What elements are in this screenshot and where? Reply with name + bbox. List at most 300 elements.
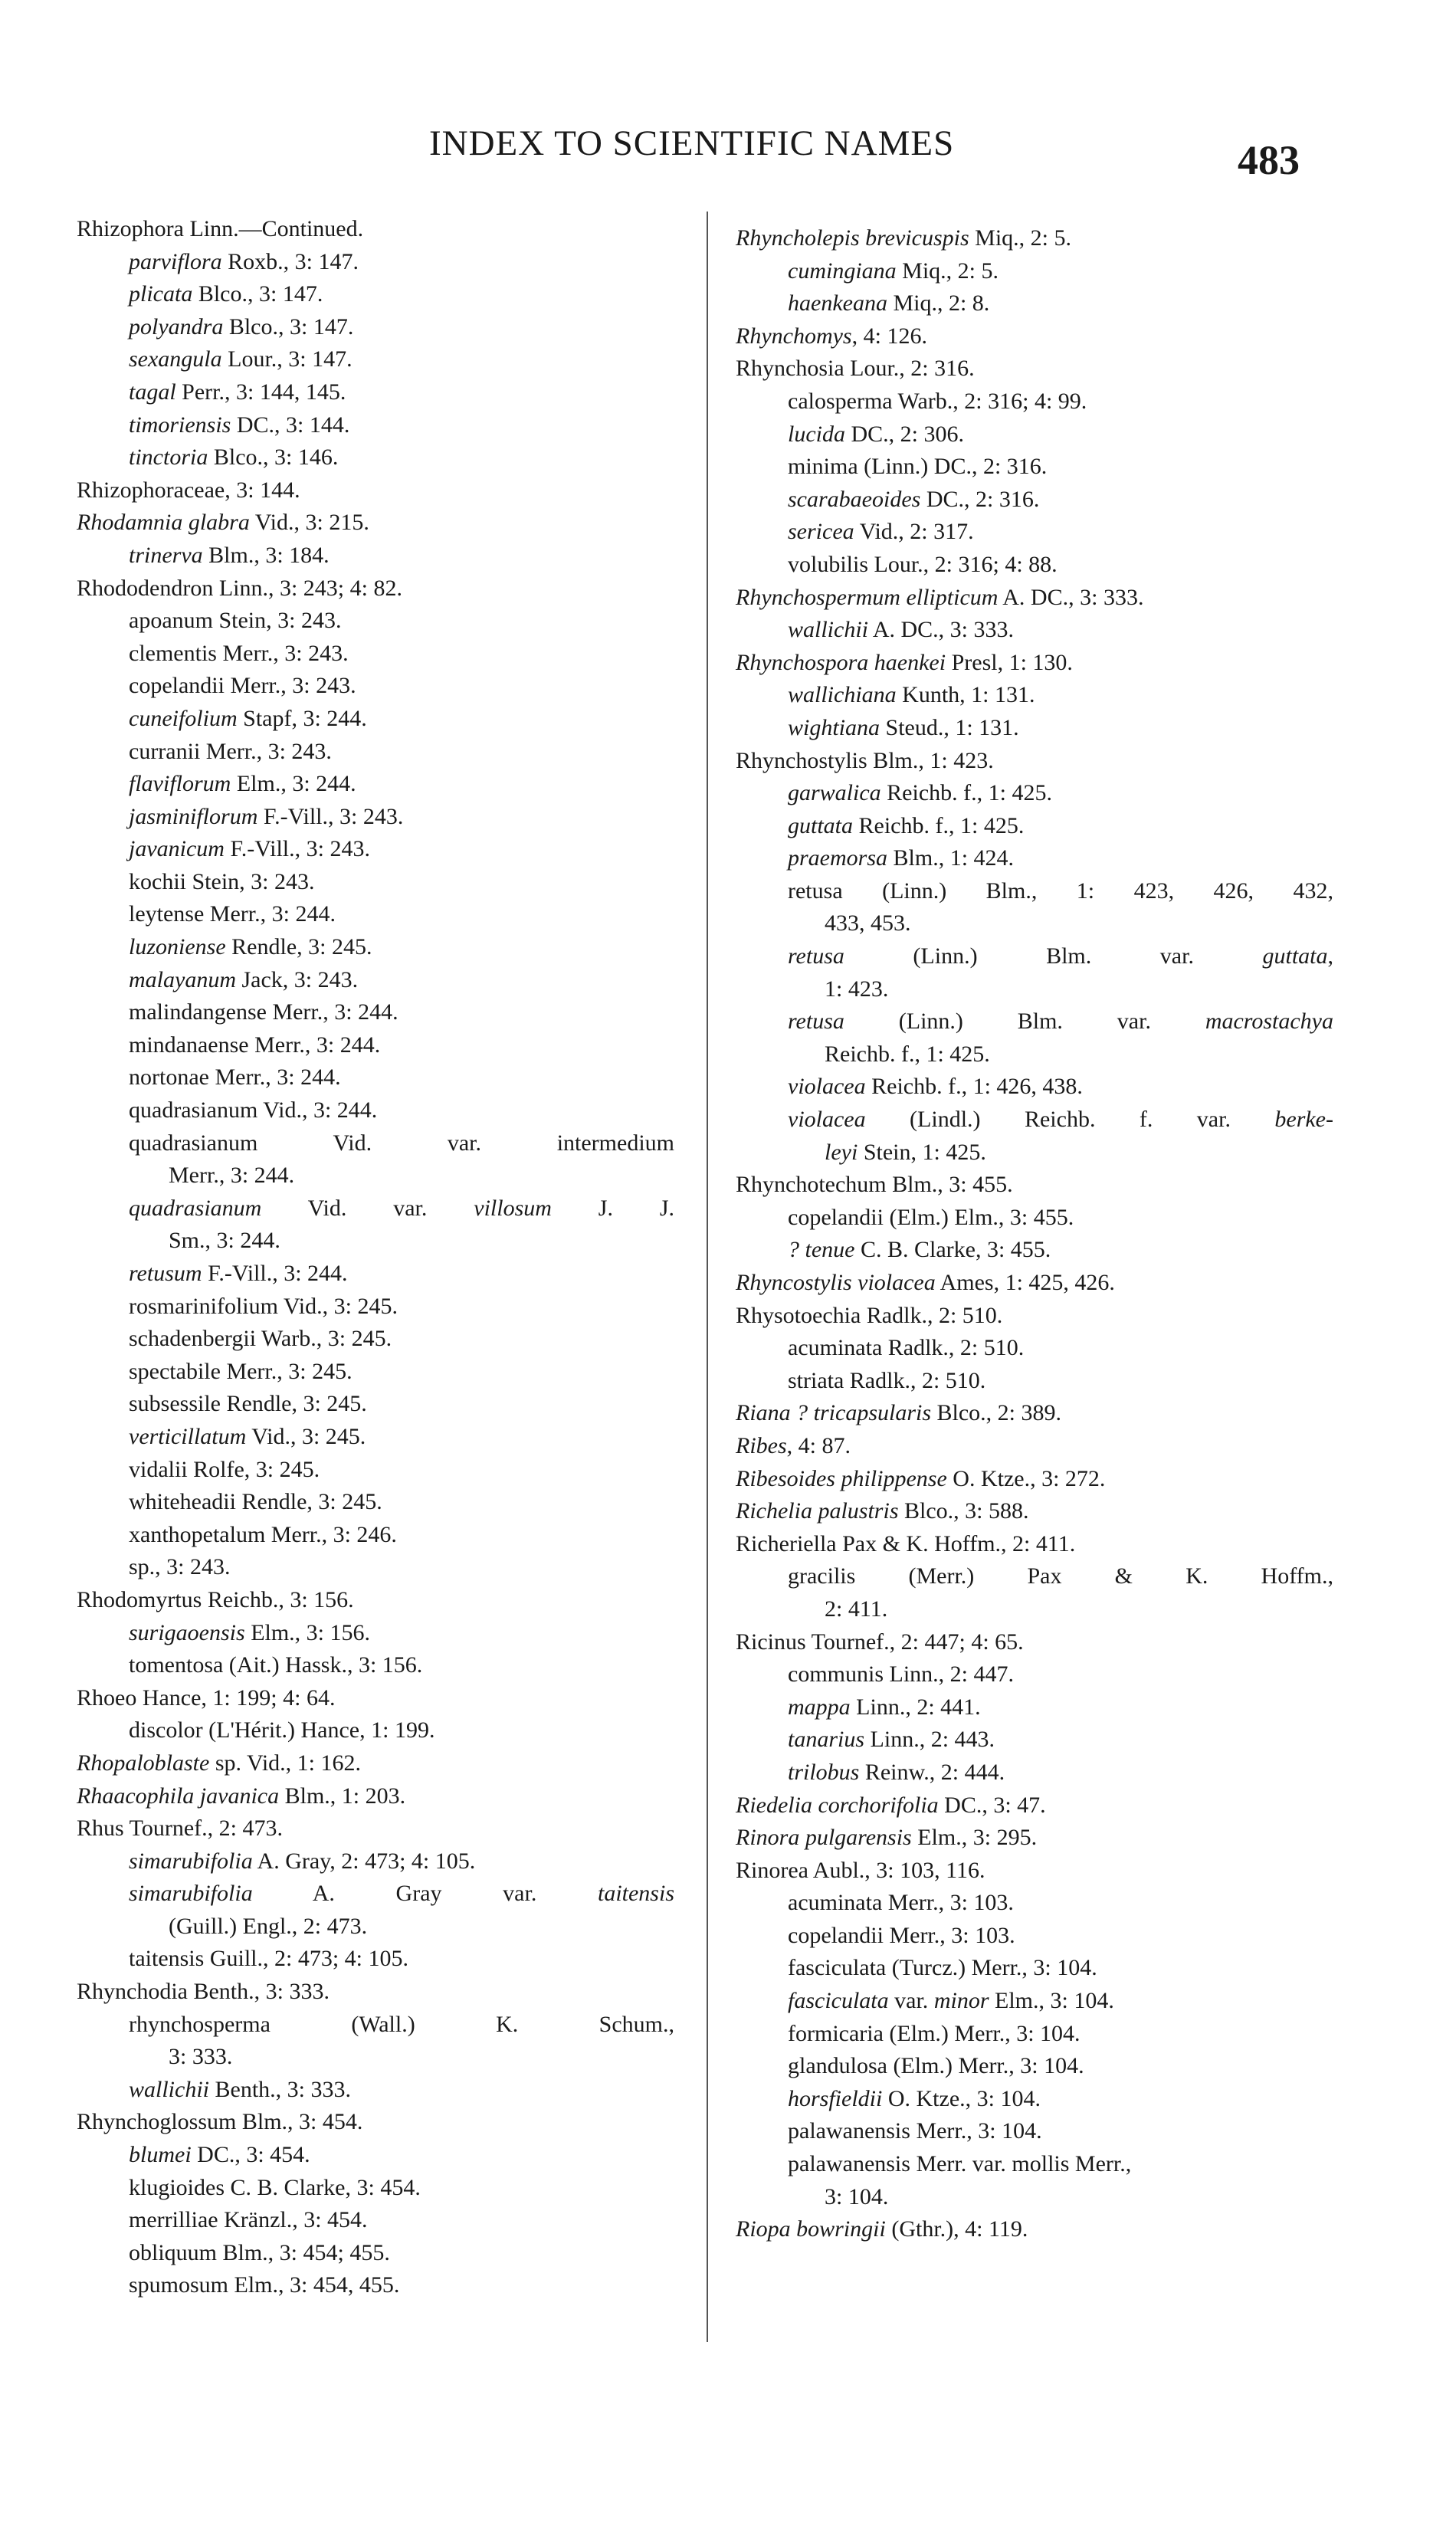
entry-text-italic: Rhynchospora haenkei — [736, 649, 946, 675]
index-entry — [77, 1976, 674, 2009]
index-entry — [736, 385, 1333, 418]
entry-text-italic: blumei — [129, 2142, 192, 2168]
entry-text-italic: trinerva — [129, 542, 203, 568]
index-entry — [77, 1160, 674, 1192]
entry-text: Rhododendron Linn., 3: 243; 4: 82. — [77, 575, 402, 601]
entry-text: Miq., 2: 5. — [896, 257, 999, 284]
index-entry — [736, 1691, 1333, 1724]
index-entry — [77, 572, 674, 605]
index-entry — [736, 1397, 1333, 1430]
index-entry — [77, 409, 674, 442]
index-entry — [77, 1617, 674, 1650]
entry-text-italic: wallichii — [129, 2076, 209, 2102]
index-entry — [736, 1952, 1333, 1985]
entry-text: vidalii Rolfe, 3: 245. — [129, 1456, 320, 1482]
entry-text-italic: tinctoria — [129, 444, 208, 471]
index-column-left — [77, 213, 674, 2302]
entry-text: acuminata Radlk., 2: 510. — [788, 1335, 1025, 1361]
entry-text: nortonae Merr., 3: 244. — [129, 1064, 341, 1091]
index-entry — [77, 996, 674, 1029]
entry-text: (Lindl.) Reichb. f. var. — [865, 1107, 1275, 1133]
entry-text: Rhysotoechia Radlk., 2: 510. — [736, 1302, 1003, 1328]
entry-text: Reinw., 2: 444. — [859, 1759, 1005, 1785]
index-entry — [736, 1332, 1333, 1365]
index-entry — [77, 1454, 674, 1487]
entry-text-italic: Rhyncostylis violacea — [736, 1270, 936, 1295]
entry-text: klugioides C. B. Clarke, 3: 454. — [129, 2174, 421, 2200]
entry-text-italic: javanicum — [129, 836, 225, 862]
entry-text: Blm., 1: 424. — [887, 845, 1015, 871]
entry-text-italic: jasminiflorum — [129, 803, 258, 829]
running-header: INDEX TO SCIENTIFIC NAMES — [429, 123, 955, 163]
index-entry — [77, 540, 674, 572]
entry-text: Miq., 2: 5. — [969, 225, 1072, 251]
entry-text-italic: Rhyncholepis brevicuspis — [736, 225, 969, 251]
index-column-right — [736, 222, 1333, 2246]
index-entry — [736, 1757, 1333, 1789]
index-entry — [77, 2269, 674, 2302]
index-entry — [736, 1104, 1333, 1137]
index-entry — [736, 1528, 1333, 1561]
entry-text-italic: tanarius — [788, 1727, 865, 1753]
entry-text: Rhynchodia Benth., 3: 333. — [77, 1979, 330, 2005]
index-entry — [77, 1682, 674, 1715]
index-entry — [77, 1780, 674, 1813]
index-entry — [77, 1061, 674, 1094]
entry-text: Vid., 3: 245. — [246, 1423, 366, 1449]
entry-text-italic: horsfieldii — [788, 2085, 883, 2111]
entry-text-italic: macrostachya — [1205, 1009, 1333, 1035]
entry-text: spectabile Merr., 3: 245. — [129, 1358, 353, 1384]
entry-text: Lour., 3: 147. — [221, 346, 353, 372]
entry-text: Merr., 3: 244. — [169, 1163, 295, 1189]
entry-text-italic: Rhaacophila javanica — [77, 1783, 280, 1809]
index-entry — [736, 418, 1333, 451]
index-entry — [736, 1137, 1333, 1169]
index-entry — [77, 1388, 674, 1421]
entry-text-italic: taitensis — [597, 1881, 674, 1907]
entry-text-italic: trilobus — [788, 1759, 860, 1785]
entry-text-italic: lucida — [788, 421, 845, 447]
entry-text-italic: Rhynchospermum ellipticum — [736, 584, 999, 610]
entry-text: Rhus Tournef., 2: 473. — [77, 1816, 284, 1842]
entry-text-italic: wightiana — [788, 714, 880, 740]
entry-text: DC., 3: 454. — [191, 2142, 310, 2168]
entry-text: subsessile Rendle, 3: 245. — [129, 1391, 367, 1417]
index-entry — [77, 441, 674, 474]
index-entry — [736, 842, 1333, 875]
entry-text: A. DC., 3: 333. — [998, 584, 1144, 610]
entry-text: leytense Merr., 3: 244. — [129, 901, 336, 927]
index-entry — [736, 1169, 1333, 1202]
entry-text: Benth., 3: 333. — [209, 2076, 351, 2102]
index-entry — [77, 376, 674, 409]
entry-text: Blco., 3: 146. — [208, 444, 339, 471]
entry-text: palawanensis Merr. var. mollis Merr., — [788, 2151, 1132, 2177]
index-entry — [736, 614, 1333, 647]
entry-text: Jack, 3: 243. — [235, 966, 359, 992]
entry-text: curranii Merr., 3: 243. — [129, 738, 332, 764]
entry-text: , — [1327, 943, 1333, 969]
entry-text: Rinorea Aubl., 3: 103, 116. — [736, 1857, 985, 1883]
index-entry — [736, 320, 1333, 353]
index-entry — [736, 1463, 1333, 1496]
entry-text: whiteheadii Rendle, 3: 245. — [129, 1489, 382, 1515]
entry-text-italic: retusum — [129, 1261, 202, 1286]
index-entry — [736, 810, 1333, 843]
entry-text: O. Ktze., 3: 104. — [882, 2085, 1041, 2111]
index-entry — [736, 1724, 1333, 1757]
entry-text-italic: violacea — [788, 1074, 866, 1100]
entry-text: , 4: 126. — [851, 323, 927, 349]
index-entry — [77, 1519, 674, 1552]
entry-text-italic: polyandra — [129, 313, 224, 339]
entry-text-italic: ? tenue — [788, 1237, 855, 1263]
entry-text-italic: Ribesoides philippense — [736, 1465, 947, 1491]
index-entry — [736, 1071, 1333, 1104]
entry-text: Stapf, 3: 244. — [237, 705, 367, 731]
entry-text: taitensis Guill., 2: 473; 4: 105. — [129, 1946, 408, 1972]
index-entry — [736, 1202, 1333, 1235]
entry-text-italic: garwalica — [788, 780, 881, 806]
entry-text: Rhynchoglossum Blm., 3: 454. — [77, 2109, 363, 2135]
entry-text: Vid. var. — [261, 1195, 474, 1221]
entry-text: Blco., 3: 147. — [192, 281, 323, 307]
index-entry — [736, 777, 1333, 810]
entry-text: 2: 411. — [825, 1596, 888, 1622]
entry-text-italic: timoriensis — [129, 412, 231, 438]
entry-text-italic: cumingiana — [788, 257, 897, 284]
entry-text: rhynchosperma (Wall.) K. Schum., — [129, 2011, 674, 2037]
entry-text-italic: Rhopaloblaste — [77, 1750, 210, 1776]
index-entry — [77, 736, 674, 769]
entry-text: A. Gray, 2: 473; 4: 105. — [252, 1848, 476, 1874]
entry-text: discolor (L'Hérit.) Hance, 1: 199. — [129, 1717, 435, 1743]
index-entry — [736, 2148, 1333, 2181]
entry-text-italic: luzoniense — [129, 934, 226, 960]
entry-text: kochii Stein, 3: 243. — [129, 868, 315, 894]
entry-text-italic: Rhodamnia glabra — [77, 510, 250, 536]
index-entry — [736, 907, 1333, 940]
entry-text-italic: retusa — [788, 1009, 844, 1035]
entry-text: Rhizophora Linn.—Continued. — [77, 216, 364, 241]
entry-text-italic: Riedelia corchorifolia — [736, 1792, 939, 1818]
index-entry — [77, 1291, 674, 1324]
entry-text: xanthopetalum Merr., 3: 246. — [129, 1521, 397, 1547]
entry-text: Vid., 2: 317. — [854, 519, 974, 545]
index-entry — [736, 2181, 1333, 2214]
index-entry — [736, 353, 1333, 385]
entry-text: Rhodomyrtus Reichb., 3: 156. — [77, 1586, 354, 1612]
index-entry — [736, 1267, 1333, 1300]
entry-text-italic: simarubifolia — [129, 1848, 253, 1874]
entry-text: Rhynchosia Lour., 2: 316. — [736, 356, 975, 382]
index-entry — [736, 2018, 1333, 2051]
entry-text: Roxb., 3: 147. — [221, 248, 359, 274]
entry-text: Presl, 1: 130. — [946, 649, 1073, 675]
index-entry — [77, 964, 674, 997]
index-entry — [77, 898, 674, 931]
entry-text: copelandii Merr., 3: 103. — [788, 1922, 1015, 1948]
entry-text: A. DC., 3: 333. — [868, 617, 1015, 643]
index-entry — [77, 1421, 674, 1454]
index-entry — [736, 940, 1333, 973]
entry-text: (Gthr.), 4: 119. — [885, 2216, 1028, 2242]
index-entry — [736, 1920, 1333, 1953]
entry-text-italic: Ribes — [736, 1432, 787, 1458]
index-entry — [77, 2074, 674, 2107]
entry-text-italic: guttata — [1262, 943, 1328, 969]
index-entry — [77, 1486, 674, 1519]
index-entry — [736, 875, 1333, 908]
index-entry — [736, 2083, 1333, 2116]
index-entry — [736, 2115, 1333, 2148]
index-entry — [77, 1323, 674, 1356]
index-entry — [77, 507, 674, 540]
entry-text-italic: flaviflorum — [129, 771, 231, 797]
index-entry — [77, 931, 674, 964]
entry-text-italic: parviflora — [129, 248, 222, 274]
index-entry — [736, 582, 1333, 615]
entry-text: Blco., 3: 147. — [223, 313, 354, 339]
entry-text: Rendle, 3: 245. — [225, 934, 372, 960]
index-entry — [77, 768, 674, 801]
index-entry — [736, 2050, 1333, 2083]
entry-text-italic: tagal — [129, 379, 176, 405]
index-entry — [77, 1747, 674, 1780]
index-entry — [736, 1430, 1333, 1463]
entry-text-italic: sericea — [788, 519, 854, 545]
entry-text-italic: wallichii — [788, 617, 868, 643]
index-entry — [736, 1789, 1333, 1822]
index-entry — [77, 801, 674, 834]
index-entry — [77, 1911, 674, 1943]
index-entry — [77, 1192, 674, 1225]
index-entry — [736, 1365, 1333, 1398]
entry-text: striata Radlk., 2: 510. — [788, 1367, 986, 1393]
entry-text: var. — [888, 1988, 934, 2014]
index-entry — [77, 2139, 674, 2172]
entry-text: Perr., 3: 144, 145. — [175, 379, 346, 405]
entry-text: Linn., 2: 443. — [864, 1727, 995, 1753]
index-entry — [736, 1495, 1333, 1528]
index-entry — [77, 2204, 674, 2237]
index-entry — [736, 516, 1333, 549]
entry-text-italic: leyi — [825, 1139, 858, 1165]
index-entry — [77, 1551, 674, 1584]
index-entry — [736, 1658, 1333, 1691]
entry-text-italic: simarubifolia — [129, 1881, 253, 1907]
index-entry — [77, 833, 674, 866]
entry-text: (Linn.) Blm. var. — [844, 943, 1263, 969]
entry-text: rosmarinifolium Vid., 3: 245. — [129, 1293, 398, 1319]
entry-text: Rhizophoraceae, 3: 144. — [77, 477, 300, 503]
index-entry — [77, 1943, 674, 1976]
entry-text: sp., 3: 243. — [129, 1554, 231, 1580]
index-entry — [77, 2009, 674, 2042]
index-entry — [77, 1845, 674, 1878]
entry-text-italic: berke- — [1274, 1107, 1333, 1133]
entry-text-italic: Richelia palustris — [736, 1498, 899, 1524]
entry-text: copelandii Merr., 3: 243. — [129, 673, 356, 699]
entry-text-italic: Riopa bowringii — [736, 2216, 886, 2242]
index-entry — [77, 1649, 674, 1682]
entry-text: Reichb. f., 1: 425. — [853, 812, 1025, 838]
entry-text: apoanum Stein, 3: 243. — [129, 608, 342, 634]
entry-text: Rhoeo Hance, 1: 199; 4: 64. — [77, 1684, 336, 1711]
entry-text: Elm., 3: 244. — [231, 771, 356, 797]
entry-text-italic: malayanum — [129, 966, 236, 992]
index-entry — [736, 1234, 1333, 1267]
index-entry — [736, 484, 1333, 517]
entry-text: F.-Vill., 3: 244. — [202, 1261, 348, 1286]
entry-text: Vid., 3: 215. — [249, 510, 369, 536]
index-entry — [77, 1225, 674, 1258]
index-entry — [736, 222, 1333, 255]
entry-text: , 4: 87. — [786, 1432, 851, 1458]
entry-text: merrilliae Kränzl., 3: 454. — [129, 2207, 368, 2233]
entry-text: Blco., 3: 588. — [898, 1498, 1029, 1524]
entry-text: C. B. Clarke, 3: 455. — [854, 1237, 1051, 1263]
index-entry — [736, 745, 1333, 778]
page-number: 483 — [1238, 137, 1300, 183]
entry-text-italic: wallichiana — [788, 682, 897, 708]
entry-text: F.-Vill., 3: 243. — [224, 836, 370, 862]
entry-text-italic: praemorsa — [788, 845, 888, 871]
entry-text: Blco., 2: 389. — [931, 1400, 1062, 1426]
entry-text-italic: Rinora pulgarensis — [736, 1825, 912, 1851]
index-entry — [736, 255, 1333, 288]
entry-text-italic: retusa — [788, 943, 844, 969]
entry-text: malindangense Merr., 3: 244. — [129, 999, 398, 1025]
index-entry — [77, 1714, 674, 1747]
entry-text: Reichb. f., 1: 425. — [880, 780, 1052, 806]
entry-text: Steud., 1: 131. — [880, 714, 1019, 740]
index-entry — [77, 246, 674, 279]
entry-text: Blm., 1: 203. — [279, 1783, 406, 1809]
index-entry — [77, 2106, 674, 2139]
entry-text: mindanaense Merr., 3: 244. — [129, 1032, 381, 1058]
entry-text-italic: Riana ? tricapsularis — [736, 1400, 932, 1426]
index-entry — [736, 1038, 1333, 1071]
entry-text: formicaria (Elm.) Merr., 3: 104. — [788, 2020, 1081, 2046]
entry-text: minima (Linn.) DC., 2: 316. — [788, 454, 1048, 480]
entry-text: quadrasianum Vid., 3: 244. — [129, 1097, 378, 1123]
entry-text: Sm., 3: 244. — [169, 1228, 280, 1254]
index-entry — [77, 1584, 674, 1617]
entry-text: Stein, 1: 425. — [858, 1139, 986, 1165]
entry-text: Rhynchotechum Blm., 3: 455. — [736, 1172, 1013, 1198]
entry-text: DC., 3: 47. — [938, 1792, 1046, 1818]
entry-text: (Guill.) Engl., 2: 473. — [169, 1913, 368, 1939]
index-entry — [736, 1593, 1333, 1626]
index-entry — [77, 670, 674, 703]
entry-text-italic: minor — [933, 1988, 989, 2014]
entry-text: Linn., 2: 441. — [850, 1694, 981, 1720]
entry-text: DC., 2: 306. — [845, 421, 965, 447]
entry-text: calosperma Warb., 2: 316; 4: 99. — [788, 388, 1087, 414]
entry-text: fasciculata (Turcz.) Merr., 3: 104. — [788, 1955, 1097, 1981]
entry-text: DC., 3: 144. — [231, 412, 350, 438]
entry-text: O. Ktze., 3: 272. — [946, 1465, 1106, 1491]
entry-text: 433, 453. — [825, 910, 911, 936]
index-entry — [77, 474, 674, 507]
entry-text: glandulosa (Elm.) Merr., 3: 104. — [788, 2053, 1084, 2079]
index-entry — [736, 1855, 1333, 1888]
entry-text: Blm., 3: 184. — [202, 542, 330, 568]
entry-text: gracilis (Merr.) Pax & K. Hoffm., — [788, 1563, 1333, 1589]
entry-text-italic: sexangula — [129, 346, 222, 372]
column-divider — [707, 212, 708, 2342]
entry-text: (Linn.) Blm. var. — [844, 1009, 1205, 1035]
entry-text-italic: mappa — [788, 1694, 851, 1720]
index-entry — [77, 278, 674, 311]
index-entry — [77, 1258, 674, 1291]
index-entry — [736, 1887, 1333, 1920]
entry-text: 3: 333. — [169, 2044, 233, 2070]
index-entry — [77, 2237, 674, 2270]
entry-text-italic: guttata — [788, 812, 854, 838]
entry-text: sp. Vid., 1: 162. — [209, 1750, 361, 1776]
index-entry — [77, 1094, 674, 1127]
index-entry — [736, 679, 1333, 712]
index-entry — [77, 213, 674, 246]
index-entry — [77, 343, 674, 376]
index-entry — [77, 1356, 674, 1389]
entry-text-italic: violacea — [788, 1107, 866, 1133]
entry-text: quadrasianum Vid. var. intermedium — [129, 1130, 674, 1156]
entry-text: F.-Vill., 3: 243. — [257, 803, 404, 829]
index-entry — [736, 1822, 1333, 1855]
entry-text-italic: scarabaeoides — [788, 486, 921, 512]
entry-text: Miq., 2: 8. — [887, 290, 990, 317]
index-entry — [77, 2172, 674, 2205]
index-entry — [77, 866, 674, 899]
index-entry — [736, 2213, 1333, 2246]
index-entry — [736, 712, 1333, 745]
entry-text-italic: Rhynchomys — [736, 323, 852, 349]
entry-text: J. J. — [551, 1195, 674, 1221]
entry-text: Rhynchostylis Blm., 1: 423. — [736, 747, 994, 773]
entry-text: palawanensis Merr., 3: 104. — [788, 2118, 1042, 2144]
entry-text: communis Linn., 2: 447. — [788, 1661, 1014, 1688]
entry-text: acuminata Merr., 3: 103. — [788, 1890, 1014, 1916]
entry-text: copelandii (Elm.) Elm., 3: 455. — [788, 1204, 1074, 1230]
index-entry — [736, 973, 1333, 1006]
index-entry — [736, 1005, 1333, 1038]
index-entry — [736, 1626, 1333, 1659]
entry-text-italic: haenkeana — [788, 290, 887, 317]
index-entry — [736, 647, 1333, 680]
entry-text: Ricinus Tournef., 2: 447; 4: 65. — [736, 1629, 1024, 1655]
entry-text: spumosum Elm., 3: 454, 455. — [129, 2272, 400, 2298]
entry-text: Elm., 3: 104. — [989, 1988, 1114, 2014]
index-entry — [77, 2041, 674, 2074]
entry-text: schadenbergii Warb., 3: 245. — [129, 1326, 392, 1352]
entry-text-italic: quadrasianum — [129, 1195, 262, 1221]
index-entry — [77, 703, 674, 736]
index-entry — [77, 605, 674, 638]
index-entry — [77, 638, 674, 671]
entry-text: DC., 2: 316. — [920, 486, 1040, 512]
index-entry — [736, 549, 1333, 582]
entry-text: volubilis Lour., 2: 316; 4: 88. — [788, 551, 1058, 577]
entry-text: retusa (Linn.) Blm., 1: 423, 426, 432, — [788, 877, 1333, 904]
entry-text: Richeriella Pax & K. Hoffm., 2: 411. — [736, 1530, 1076, 1556]
entry-text: obliquum Blm., 3: 454; 455. — [129, 2239, 390, 2265]
index-entry — [77, 1127, 674, 1160]
entry-text-italic: cuneifolium — [129, 705, 238, 731]
